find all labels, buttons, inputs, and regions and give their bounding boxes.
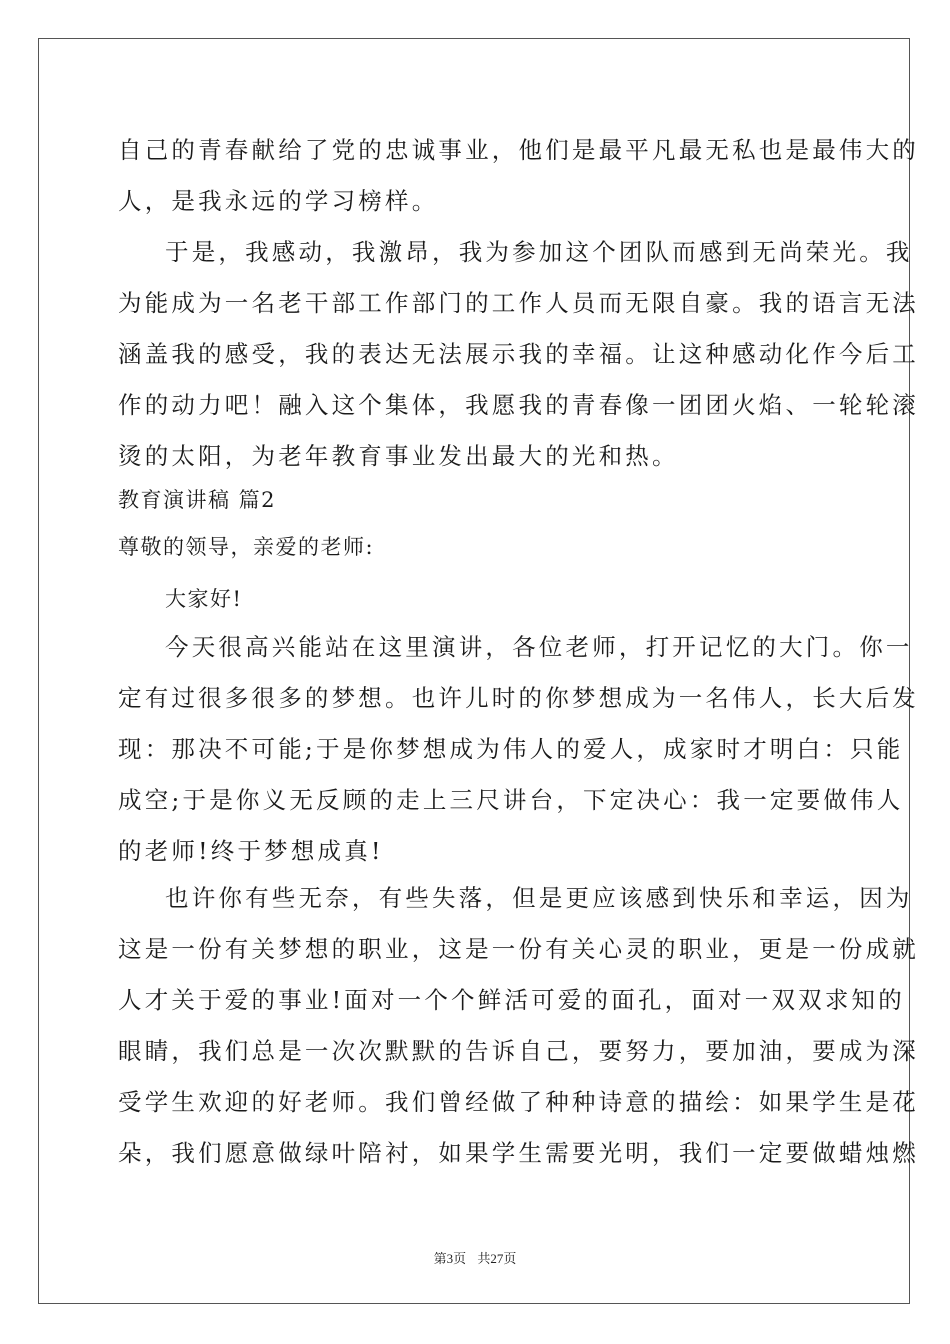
- heading-line: 尊敬的领导，亲爱的老师:: [118, 535, 375, 559]
- paragraph-line: 定有过很多很多的梦想。也许儿时的你梦想成为一名伟人，长大后发: [118, 684, 919, 712]
- page-number: 第3页: [433, 1251, 467, 1266]
- paragraph-line: 现：那决不可能;于是你梦想成为伟人的爱人，成家时才明白：只能: [118, 735, 904, 763]
- paragraph-line: 为能成为一名老干部工作部门的工作人员而无限自豪。我的语言无法: [118, 289, 919, 317]
- paragraph-line: 作的动力吧！融入这个集体，我愿我的青春像一团团火焰、一轮轮滚: [118, 391, 919, 419]
- paragraph-line: 眼睛，我们总是一次次默默的告诉自己，要努力，要加油，要成为深: [118, 1037, 919, 1065]
- paragraph-line: 受学生欢迎的好老师。我们曾经做了种种诗意的描绘：如果学生是花: [118, 1088, 919, 1116]
- paragraph-line: 烫的太阳，为老年教育事业发出最大的光和热。: [118, 442, 679, 470]
- page-footer: [0, 1248, 950, 1267]
- paragraph-line: 自己的青春献给了党的忠诚事业，他们是最平凡最无私也是最伟大的: [118, 136, 919, 164]
- paragraph-line: 这是一份有关梦想的职业，这是一份有关心灵的职业，更是一份成就: [118, 935, 919, 963]
- paragraph-line: 成空;于是你义无反顾的走上三尺讲台，下定决心：我一定要做伟人: [118, 786, 904, 814]
- paragraph-line: 今天很高兴能站在这里演讲，各位老师，打开记忆的大门。你一: [165, 633, 913, 661]
- paragraph-line: 朵，我们愿意做绿叶陪衬，如果学生需要光明，我们一定要做蜡烛燃: [118, 1139, 919, 1167]
- paragraph-line: 人，是我永远的学习榜样。: [118, 187, 439, 215]
- paragraph-line: 于是，我感动，我激昂，我为参加这个团队而感到无尚荣光。我: [165, 238, 913, 266]
- heading-line: 大家好!: [165, 587, 243, 611]
- page-total: 共27页: [477, 1251, 517, 1266]
- paragraph-line: 的老师!终于梦想成真!: [118, 837, 384, 865]
- heading-line: 教育演讲稿 篇2: [118, 488, 277, 512]
- paragraph-line: 涵盖我的感受，我的表达无法展示我的幸福。让这种感动化作今后工: [118, 340, 919, 368]
- paragraph-line: 人才关于爱的事业!面对一个个鲜活可爱的面孔，面对一双双求知的: [118, 986, 905, 1014]
- paragraph-line: 也许你有些无奈，有些失落，但是更应该感到快乐和幸运，因为: [165, 884, 913, 912]
